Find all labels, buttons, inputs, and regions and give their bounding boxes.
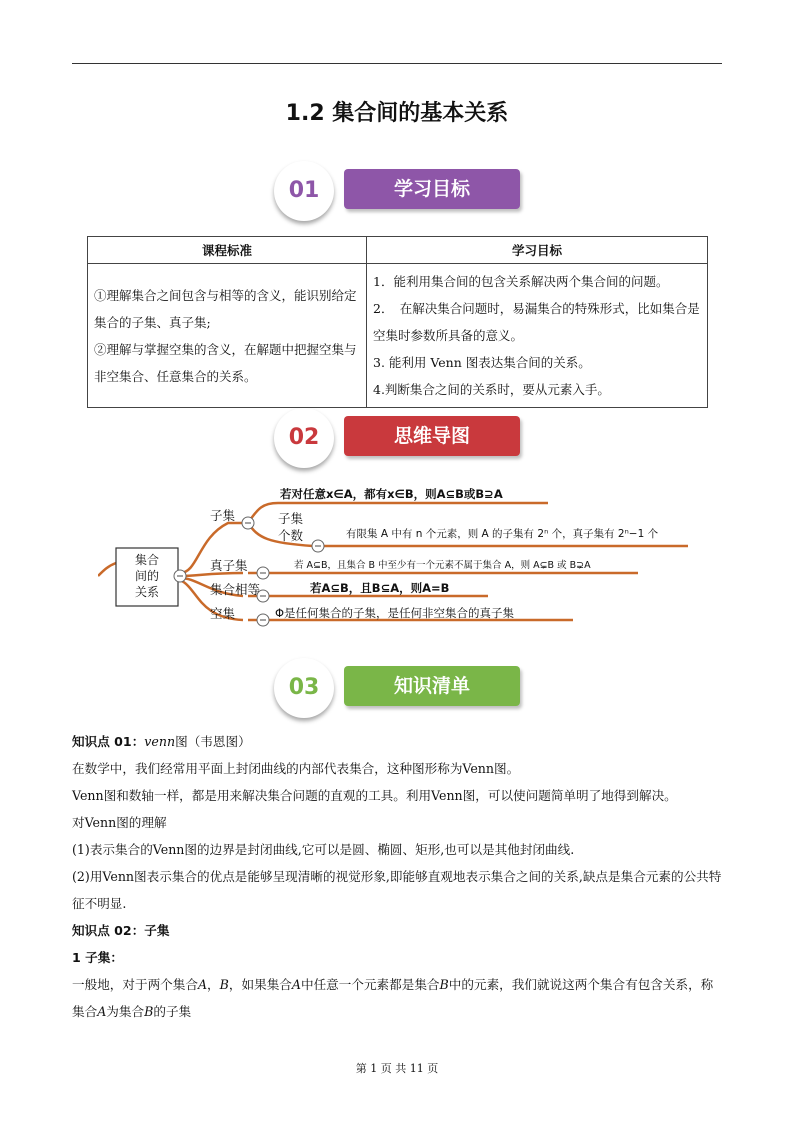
- mindmap-root: 间的: [134, 569, 160, 583]
- table-line: 1．能利用集合间的包含关系解决两个集合间的问题。: [373, 274, 669, 289]
- section-label: 知识清单: [344, 666, 520, 706]
- paragraph: Venn图和数轴一样，都是用来解决集合问题的直观的工具。利用Venn图，可以使问题简单明了地得到解决。: [72, 788, 677, 803]
- paragraph: (1)表示集合的Venn图的边界是封闭曲线,它可以是圆、椭圆、矩形,也可以是其他封闭曲线.: [72, 842, 575, 857]
- variable-b: B: [439, 977, 449, 992]
- knowledge-list: [72, 728, 724, 1025]
- table-line: ①理解集合之间包含与相等的含义，能识别给定集合的子集、真子集;: [94, 287, 357, 330]
- paragraph: 在数学中，我们经常用平面上封闭曲线的内部代表集合，这种图形称为Venn图。: [72, 761, 520, 776]
- text-run: 为集合: [106, 1004, 145, 1019]
- mind-map: [98, 478, 698, 638]
- table-cell-goals: [367, 264, 708, 408]
- variable-a: A: [97, 1004, 107, 1019]
- mindmap-subset-count-label: 个数: [278, 528, 304, 543]
- knowledge-point-title: 图（韦恩图）: [175, 734, 251, 749]
- section-number: 03: [288, 675, 320, 700]
- mindmap-subset-count: 有限集 A 中有 n 个元素，则 A 的子集有 2ⁿ 个，真子集有 2ⁿ−1 个: [346, 528, 659, 540]
- section-number: 02: [288, 425, 320, 450]
- mindmap-subset-count-label: 子集: [278, 511, 304, 526]
- text-run: 中任意一个元素都是集合: [300, 977, 440, 992]
- variable-b: B: [144, 1004, 154, 1019]
- section-badge-02: [274, 410, 524, 466]
- mindmap-subset-definition: 若对任意x∈A，都有x∈B，则A⊆B或B⊇A: [280, 487, 503, 501]
- mindmap-empty-definition: Φ是任何集合的子集，是任何非空集合的真子集: [275, 606, 515, 620]
- mindmap-proper-definition: 若 A⊆B，且集合 B 中至少有一个元素不属于集合 A，则 A⊊B 或 B⊋A: [294, 560, 591, 571]
- section-number-circle: [274, 408, 334, 468]
- variable-a: A: [291, 977, 301, 992]
- knowledge-point-02-heading: 知识点 02：子集: [72, 923, 170, 938]
- subset-heading: 1 子集：: [72, 950, 123, 965]
- venn-term: venn: [144, 734, 176, 749]
- section-label: 学习目标: [344, 169, 520, 209]
- table-header: 学习目标: [367, 237, 708, 264]
- table-line: 3. 能利用 Venn 图表达集合间的关系。: [373, 355, 591, 370]
- text-run: ，: [207, 977, 220, 992]
- section-badge-03: [274, 660, 524, 716]
- mindmap-branch-empty: 空集: [210, 606, 236, 621]
- subset-definition-paragraph: [72, 971, 724, 1025]
- goals-table: [87, 236, 708, 408]
- text-run: 中的元素，我们就说这两个集合有包含关系，称集合: [72, 977, 714, 1019]
- header-rule: [72, 63, 722, 64]
- page-title: 1.2 集合间的基本关系: [285, 101, 509, 126]
- mindmap-root: 关系: [134, 585, 160, 599]
- mindmap-root: 集合: [134, 553, 160, 567]
- table-line: 4.判断集合之间的关系时，要从元素入手。: [373, 382, 610, 397]
- section-badge-01: [274, 163, 524, 219]
- mindmap-branch-subset: 子集: [210, 508, 236, 523]
- mindmap-branch-proper: 真子集: [210, 558, 248, 573]
- paragraph: 对Venn图的理解: [72, 815, 167, 830]
- table-cell-standards: [88, 264, 367, 408]
- section-number-circle: [274, 658, 334, 718]
- section-number: 01: [288, 178, 320, 203]
- mindmap-branch-equal: 集合相等: [210, 582, 261, 597]
- text-run: 的子集: [153, 1004, 192, 1019]
- knowledge-point-label: 知识点 01：: [72, 734, 145, 749]
- table-line: ②理解与掌握空集的含义，在解题中把握空集与非空集合、任意集合的关系。: [94, 341, 357, 384]
- paragraph: (2)用Venn图表示集合的优点是能够呈现清晰的视觉形象,即能够直观地表示集合之间的关系,缺点是集合元素的公共特征不明显.: [72, 869, 722, 911]
- variable-a: A: [197, 977, 208, 992]
- text-run: 一般地，对于两个集合: [72, 977, 198, 992]
- section-label: 思维导图: [344, 416, 520, 456]
- variable-b: B: [219, 977, 229, 992]
- table-line: 2． 在解决集合问题时，易漏集合的特殊形式，比如集合是空集时参数所具备的意义。: [373, 301, 700, 343]
- knowledge-point-01-heading: [72, 728, 724, 755]
- mindmap-equal-definition: 若A⊆B，且B⊆A，则A=B: [310, 581, 450, 595]
- page-footer: 第 1 页 共 11 页: [355, 1062, 439, 1075]
- text-run: ，如果集合: [228, 977, 292, 992]
- section-number-circle: [274, 161, 334, 221]
- table-header: 课程标准: [88, 237, 367, 264]
